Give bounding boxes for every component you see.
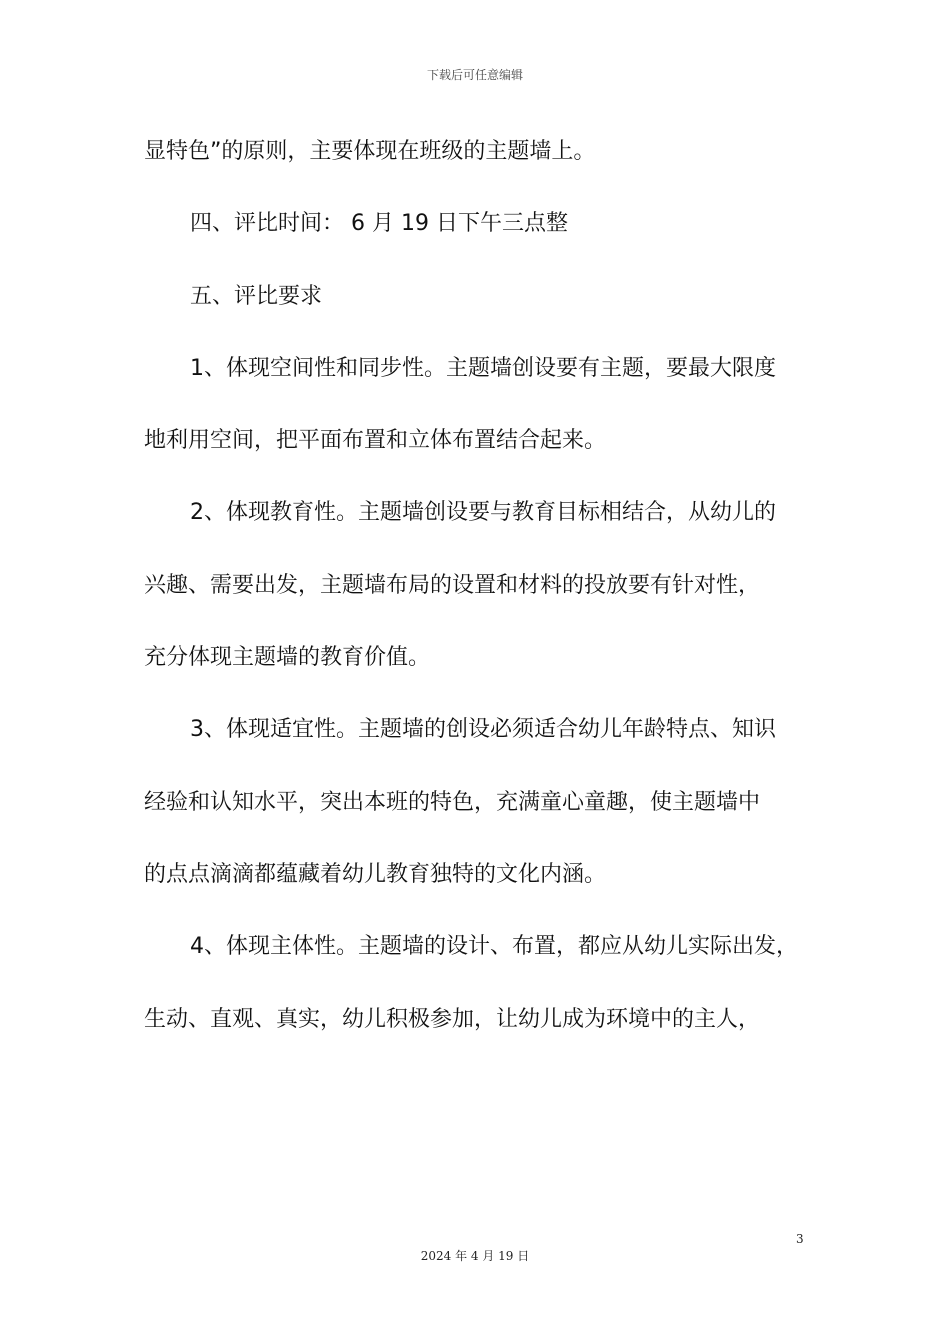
text-line: 3、体现适宜性。主题墙的创设必须适合幼儿年龄特点、知识 (190, 717, 776, 743)
text-line: 充分体现主题墙的教育价值。 (144, 645, 431, 671)
page-footer-date: 2024 年 4 月 19 日 (420, 1249, 530, 1263)
text-line: 4、体现主体性。主题墙的设计、布置，都应从幼儿实际出发， (190, 934, 798, 960)
text-line: 经验和认知水平，突出本班的特色，充满童心童趣，使主题墙中 (144, 789, 761, 815)
text-line: 地利用空间，把平面布置和立体布置结合起来。 (144, 428, 607, 454)
document-body (144, 130, 824, 1070)
text-line: 四、评比时间： 6 月 19 日下午三点整 (190, 211, 568, 237)
page-header: 下载后可任意编辑 (426, 68, 523, 82)
page-number: 3 (796, 1232, 804, 1246)
text-line: 的点点滴滴都蕴藏着幼儿教育独特的文化内涵。 (144, 861, 607, 887)
text-line: 1、体现空间性和同步性。主题墙创设要有主题，要最大限度 (190, 355, 776, 381)
section-heading: 五、评比要求 (190, 283, 323, 309)
text-line: 显特色”的原则，主要体现在班级的主题墙上。 (144, 139, 596, 164)
text-line: 兴趣、需要出发，主题墙布局的设置和材料的投放要有针对性， (144, 572, 761, 598)
text-line: 2、体现教育性。主题墙创设要与教育目标相结合，从幼儿的 (190, 500, 776, 526)
text-line: 生动、直观、真实，幼儿积极参加，让幼儿成为环境中的主人， (144, 1006, 761, 1032)
